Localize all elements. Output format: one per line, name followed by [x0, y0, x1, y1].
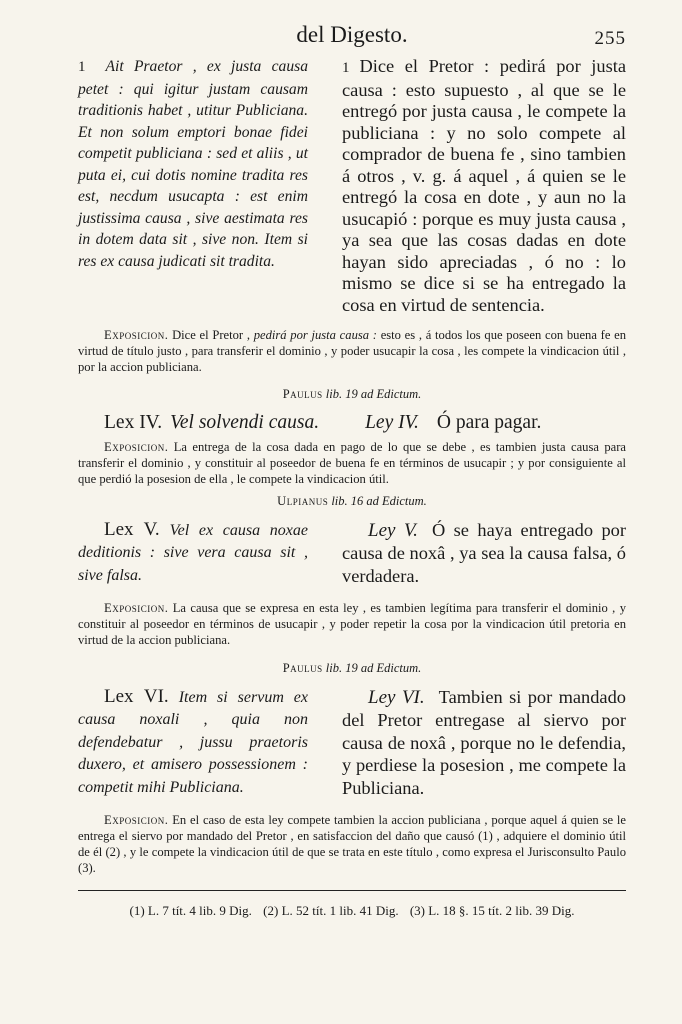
attribution-source: lib. 19 ad Edictum.: [325, 387, 422, 402]
exposicion-lex-vi: [78, 813, 626, 876]
exposicion-text: En el caso de esta ley compete tambien la accion publiciana , porque aquel á quien se le entrega el siervo por mandado del Pretor , en satisfaccion del daño que causó (1) , adquiere el dominio útil de él (2) , y le compete la vindicacion útil de que se trata en este título , como expresa el Jurisconsulto Paulo (3).: [78, 813, 626, 875]
latin-text: Item si servum ex causa noxali , quia non defendebatur , jussu praetoris duxero, et amisero possessionem : competit mihi Publiciana.: [78, 688, 309, 796]
exposicion-lex-iv: [78, 440, 626, 487]
footnotes: [78, 903, 626, 919]
book-page: [78, 18, 626, 919]
spanish-text: Tambien si por mandado del Pretor entregase al siervo por causa de noxâ , porque no le defendia, y perdiese la posesion , me compete la Publiciana.: [342, 686, 626, 798]
attribution-author: Paulus: [282, 387, 323, 402]
exposicion-label: Exposicion.: [104, 440, 169, 455]
spanish-text: Ó se haya entregado por causa de noxâ , ya sea la causa falsa, ó verdadera.: [342, 519, 626, 586]
ley-number: Ley IV.: [365, 412, 419, 434]
spanish-column: [342, 56, 626, 316]
spanish-text: Dice el Pretor : pedirá por justa causa : esto supuesto , al que se le entregó por justa causa , le compete la publiciana : y no solo compete al comprador de buena fe , sino tambien á otros , v. g. á aquel , á quien se le entregó la cosa en dote , y aun no la usucapió : porque es muy justa causa , ya sea que las cosas dadas en dote hayan sido apreciadas , ó no : lo mismo se dice si se ha entregado la cosa en virtud de sentencia.: [342, 56, 626, 315]
footnote-1: (1) L. 7 tít. 4 lib. 9 Dig.: [129, 903, 252, 919]
exposicion-text: La entrega de la cosa dada en pago de lo que se debe , es tambien justa causa para transferir el dominio , y constituir al poseedor de buena fe en términos de usucapir ; y por consiguiente al que perdió la posesion de ella , le compete la vindicacion útil.: [78, 440, 626, 486]
lex-number: Lex V.: [104, 518, 160, 540]
latin-column: [78, 686, 308, 800]
attribution-source: lib. 19 ad Edictum.: [325, 660, 422, 675]
spanish-column: [342, 686, 626, 800]
footnote-2: (2) L. 52 tít. 1 lib. 41 Dig.: [263, 903, 399, 919]
running-title: del Digesto.: [296, 22, 408, 47]
attribution-paulus: [78, 387, 626, 402]
latin-text: Ait Praetor , ex justa causa petet : qui igitur justam causam traditionis habet , utitur Publiciana. Et non solum emptori bonae fidei competit publiciana : sed et aliis , ut puta ei, cui dotis nomine tradita res est, necdum usucapta : est enim justissima causa , sive aestimata res in dotem data sit , sive non. Item si res ex causa judicati sit tradita.: [78, 58, 308, 270]
page-number: 255: [594, 28, 626, 49]
attribution-ulpianus: [78, 494, 626, 509]
exposicion-text-italic: pedirá por justa causa :: [253, 328, 377, 342]
ley-title: Ó para pagar.: [436, 412, 542, 434]
law-1-parallel-text: [78, 56, 626, 316]
exposicion-1: [78, 328, 626, 375]
attribution-author: Ulpianus: [277, 493, 329, 508]
attribution-author: Paulus: [282, 660, 323, 675]
footnote-divider: [78, 890, 626, 891]
lex-v-parallel-text: [78, 519, 626, 588]
lex-title: Vel solvendi causa.: [170, 412, 320, 434]
exposicion-label: Exposicion.: [104, 813, 169, 828]
paragraph-number: 1: [78, 59, 86, 75]
page-header: [78, 18, 626, 56]
latin-text: Vel ex causa noxae deditionis : sive vera causa sit , sive falsa.: [78, 521, 308, 584]
exposicion-text-pre: Dice el Pretor ,: [172, 328, 250, 342]
exposicion-lex-v: [78, 601, 626, 648]
exposicion-label: Exposicion.: [104, 601, 169, 616]
exposicion-text: La causa que se expresa en esta ley , es tambien legítima para transferir el dominio , y constituir al poseedor en términos de usucapir , y poder repetir la cosa por la vindicacion útil pretoria en virtud de la accion publiciana.: [78, 601, 626, 647]
exposicion-text-post: esto es , á todos los que poseen con buena fe en virtud de título justo , para transferir el dominio , y poder usucapir la cosa , les compete la vindicacion útil , por la accion publiciana.: [78, 328, 627, 374]
lex-number: Lex VI.: [104, 685, 169, 707]
attribution-source: lib. 16 ad Edictum.: [331, 493, 427, 508]
lex-vi-parallel-text: [78, 686, 626, 800]
lex-number: Lex IV.: [104, 412, 163, 434]
latin-column: [78, 56, 308, 316]
paragraph-number: 1: [342, 60, 350, 76]
latin-column: [78, 519, 308, 588]
ley-number: Ley VI.: [368, 686, 425, 708]
spanish-column: [342, 519, 626, 588]
attribution-paulus-2: [78, 661, 626, 676]
exposicion-label: Exposicion.: [104, 328, 169, 342]
ley-number: Ley V.: [368, 519, 418, 541]
footnote-3: (3) L. 18 §. 15 tít. 2 lib. 39 Dig.: [409, 903, 575, 919]
lex-iv-heading: [78, 412, 626, 434]
